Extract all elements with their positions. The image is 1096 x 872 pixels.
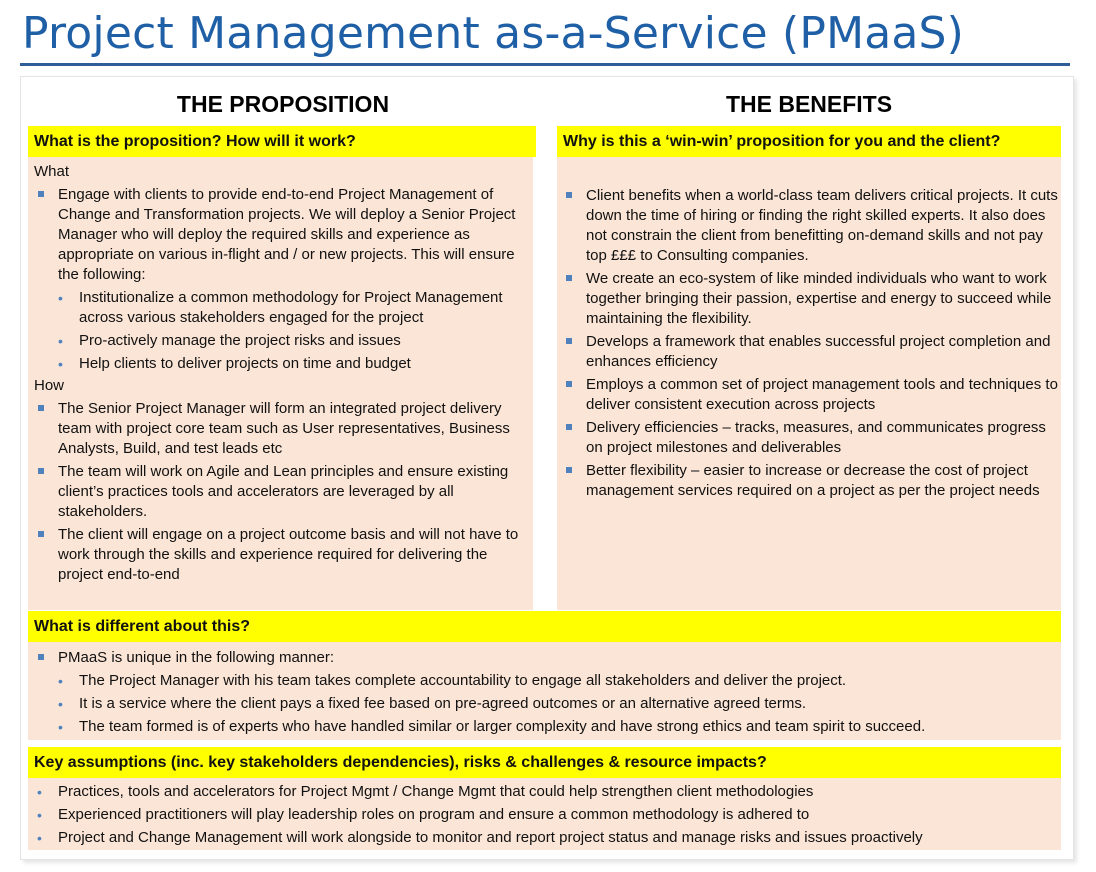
how-item-1: The Senior Project Manager will form an integrated project delivery team with project core team such as User representatives, Business Analysts, Build, and test leads etc xyxy=(34,399,530,459)
benefit-item-2: We create an eco-system of like minded individuals who want to work together bringing their passion, expertise and energy to succeed while maintaining the flexibility. xyxy=(562,269,1060,329)
how-list xyxy=(34,399,530,585)
proposition-body xyxy=(34,162,530,585)
benefit-item-4: Employs a common set of project management tools and techniques to deliver consistent execution across projects xyxy=(562,375,1060,415)
different-intro: PMaaS is unique in the following manner: xyxy=(34,648,1059,668)
benefits-list xyxy=(562,186,1060,501)
benefit-item-3: Develops a framework that enables successful project completion and enhances efficiency xyxy=(562,332,1060,372)
what-list xyxy=(34,185,530,374)
benefits-heading: THE BENEFITS xyxy=(725,91,893,117)
assumption-item-1: • Practices, tools and accelerators for Project Mgmt / Change Mgmt that could help strengthen client methodologies xyxy=(34,782,1059,802)
assumptions-list xyxy=(34,782,1059,848)
different-question-bar: What is different about this? xyxy=(28,611,1061,642)
what-item xyxy=(34,185,530,374)
assumption-item-2: • Experienced practitioners will play leadership roles on program and ensure a common methodology is adhered to xyxy=(34,805,1059,825)
what-sub-item-2: • Pro-actively manage the project risks and issues xyxy=(34,331,530,351)
different-item-3: • The team formed is of experts who have handled similar or larger complexity and have strong ethics and team spirit to succeed. xyxy=(34,717,1059,737)
what-sub-item-1: • Institutionalize a common methodology for Project Management across various stakeholders engaged for the project xyxy=(34,288,530,328)
proposition-question-bar: What is the proposition? How will it work? xyxy=(28,126,536,157)
how-item-2: The team will work on Agile and Lean principles and ensure existing client’s practices tools and accelerators are leveraged by all stakeholders. xyxy=(34,462,530,522)
what-item-text: Engage with clients to provide end-to-end Project Management of Change and Transformation projects. We will deploy a Senior Project Manager who will deploy the required skills and experience as appropriate on various in-flight and / or new projects. This will ensure the following: xyxy=(58,186,516,283)
title-underline xyxy=(20,63,1070,66)
page-title: Project Management as-a-Service (PMaaS) xyxy=(22,8,965,59)
assumption-item-3: • Project and Change Management will work alongside to monitor and report project status and manage risks and issues proactively xyxy=(34,828,1059,848)
how-label: How xyxy=(34,377,65,394)
different-list xyxy=(34,648,1059,668)
benefits-question-bar: Why is this a ‘win-win’ proposition for you and the client? xyxy=(557,126,1061,157)
assumptions-question-bar: Key assumptions (inc. key stakeholders dependencies), risks & challenges & resource impacts? xyxy=(28,747,1061,778)
what-label: What xyxy=(34,163,70,180)
benefits-body xyxy=(562,186,1060,501)
benefit-item-6: Better flexibility – easier to increase or decrease the cost of project management services required on a project as per the project needs xyxy=(562,461,1060,501)
what-sub-item-3: • Help clients to deliver projects on time and budget xyxy=(34,354,530,374)
how-item-3: The client will engage on a project outcome basis and will not have to work through the skills and experience required for delivering the project end-to-end xyxy=(34,525,530,585)
different-item-2: • It is a service where the client pays a fixed fee based on pre-agreed outcomes or an alternative agreed terms. xyxy=(34,694,1059,714)
different-item-1: • The Project Manager with his team takes complete accountability to engage all stakeholders and deliver the project. xyxy=(34,671,1059,691)
assumptions-body xyxy=(34,782,1059,848)
different-sub-list xyxy=(34,671,1059,737)
benefit-item-1: Client benefits when a world-class team delivers critical projects. It cuts down the time of hiring or finding the right skilled experts. It also does not constrain the client from benefitting on-demand skills and not pay top £££ to Consulting companies. xyxy=(562,186,1060,266)
different-body xyxy=(34,648,1059,737)
proposition-heading: THE PROPOSITION xyxy=(176,91,390,117)
what-sub-list xyxy=(34,288,530,374)
benefit-item-5: Delivery efficiencies – tracks, measures, and communicates progress on project milestones and deliverables xyxy=(562,418,1060,458)
